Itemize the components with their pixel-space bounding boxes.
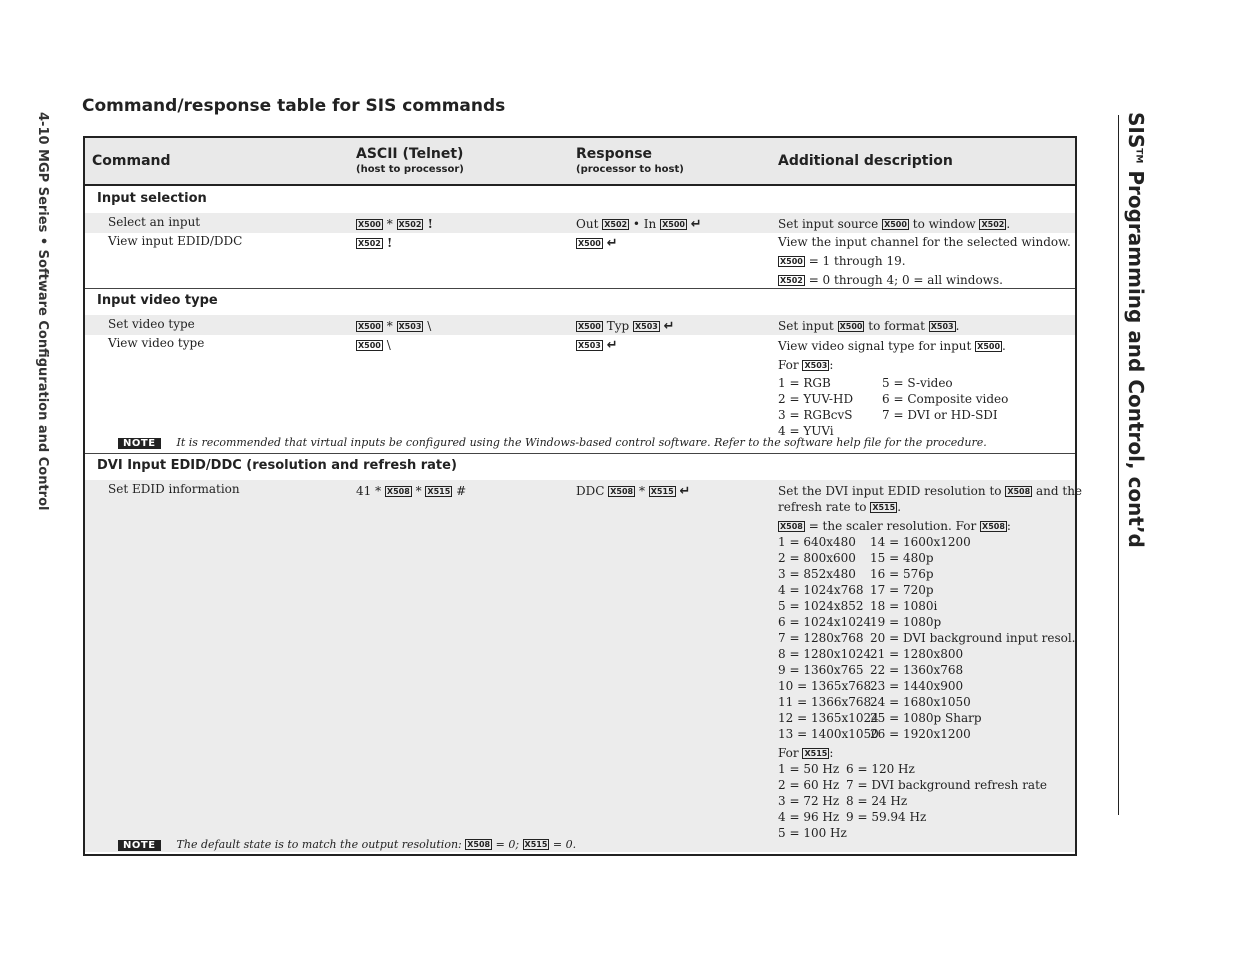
- return-icon: ↵: [606, 236, 618, 251]
- chapter-title-rest: Programming and Control, cont’d: [1124, 163, 1148, 548]
- variable-token: X502: [398, 220, 422, 229]
- variable-token: X500: [839, 322, 863, 331]
- resp-select-input: Out X502 • In X500 ↵: [576, 217, 702, 232]
- side-running-header: [30, 112, 50, 552]
- desc-set-edid: Set the DVI input EDID resolution to X508 and the refresh rate to X515 . X508 = the scaler resolution. For X508 : 1 = 640x480 14 = 1600x1200 2 = 800x600 15 = 480p 3 = 852x480 16 = 576p 4 = 1024x768 17 = 720p 5 = 1024x852 18 = 1080i 6 = 1024x102419 = 1080p 7 = 1280x768 20 = DVI background input resol. 8 = 1280x102421 = 1280x800 9 = 1360x765 22 = 1360x768 10 = 1365x76823 = 1440x900 11 = 1366x76824 = 1680x1050 12 = 1365x102425 = 1080p Sharp 13 = 1400x105026 = 1920x1200 For X515 : 1 = 50 Hz 6 = 120 Hz 2 = 60 Hz 7 = DVI background refresh rate 3 = 72 Hz 8 = 24 Hz 4 = 96 Hz 9 = 59.94 Hz 5 = 100 Hz: [778, 484, 1083, 840]
- resp-set-edid: DDC X508 * X515 ↵: [576, 484, 691, 499]
- ascii-view-video-type: X500 \: [358, 338, 391, 352]
- variable-token: X508: [1007, 487, 1031, 496]
- variable-token: X500: [578, 239, 601, 248]
- table-header: [85, 138, 1075, 186]
- variable-token: X500: [977, 342, 1001, 351]
- list-item: 2 = 800x600 15 = 480p: [778, 551, 934, 565]
- variable-token: X508: [780, 522, 803, 531]
- note-badge: NOTE: [118, 438, 161, 449]
- variable-token: X503: [578, 341, 601, 350]
- desc-view-edid: View the input channel for the selected window. X500 = 1 through 19. X502 = 0 through 4; 0 = all windows.: [778, 235, 1071, 287]
- ascii-view-edid: X502 !: [358, 236, 393, 250]
- list-item: 10 = 1365x76823 = 1440x900: [778, 679, 964, 693]
- sis-command-table: [83, 136, 1083, 856]
- section-input-selection: Input selection: [97, 191, 207, 206]
- variable-token: X515: [650, 487, 674, 496]
- resolution-list: [778, 534, 1082, 742]
- return-icon: ↵: [679, 484, 691, 499]
- variable-token: X515: [524, 840, 548, 849]
- variable-token: X515: [872, 503, 896, 512]
- cmd-view-edid: View input EDID/DDC: [108, 234, 243, 248]
- ascii-set-video-type: X500 * X503 \: [358, 319, 432, 333]
- variable-token: X508: [467, 840, 491, 849]
- return-icon: ↵: [663, 319, 675, 334]
- list-item: 9 = 1360x765 22 = 1360x768: [778, 663, 964, 677]
- header-ascii: ASCII (Telnet) (host to processor): [356, 146, 464, 175]
- refresh-rate-list: [778, 761, 1082, 841]
- variable-token: X515: [804, 749, 828, 758]
- return-icon: ↵: [690, 217, 702, 232]
- list-item: 12 = 1365x102425 = 1080p Sharp: [778, 711, 982, 725]
- cmd-set-video-type: Set video type: [108, 317, 195, 331]
- header-command: Command: [92, 153, 171, 169]
- video-type-list: [778, 375, 1008, 439]
- variable-token: X508: [386, 487, 410, 496]
- section-input-video-type: Input video type: [97, 293, 218, 308]
- variable-token: X500: [358, 220, 381, 229]
- list-item: 4 = 1024x768 17 = 720p: [778, 583, 934, 597]
- note-virtual-inputs: NOTE It is recommended that virtual inputs be configured using the Windows-based control software. Refer to the software help file for the procedure.: [118, 436, 987, 449]
- header-description: Additional description: [778, 153, 953, 169]
- list-item: 3 = 72 Hz 8 = 24 Hz: [778, 794, 908, 808]
- variable-token: X515: [427, 487, 451, 496]
- desc-view-video-type: View video signal type for input X500 . For X503 : 1 = RGB 5 = S-video 2 = YUV-HD 6 = Composite video 3 = RGBcvS 7 = DVI or HD-SDI 4 = YUVi: [778, 339, 1009, 438]
- resp-view-video-type: [576, 337, 618, 354]
- list-item: 6 = 1024x102419 = 1080p: [778, 615, 942, 629]
- cmd-select-input: Select an input: [108, 215, 201, 229]
- ascii-set-edid: 41 * X508 * X515 #: [356, 484, 467, 498]
- variable-token: X503: [804, 361, 828, 370]
- variable-token: X502: [780, 276, 803, 285]
- variable-token: X508: [610, 487, 634, 496]
- note-default-state: NOTE The default state is to match the output resolution: X508 = 0; X515 = 0.: [118, 838, 576, 851]
- variable-token: X502: [604, 220, 628, 229]
- list-item: 1 = 50 Hz 6 = 120 Hz: [778, 762, 915, 776]
- section-dvi-edid: DVI Input EDID/DDC (resolution and refresh rate): [97, 458, 457, 473]
- variable-token: X500: [358, 341, 381, 350]
- page-number-and-section: 4-10 MGP Series • Software Configuration and Control: [35, 112, 50, 511]
- list-item: 5 = 100 Hz: [778, 826, 847, 840]
- list-item: 4 = 96 Hz 9 = 59.94 Hz: [778, 810, 927, 824]
- variable-token: X500: [662, 220, 685, 229]
- variable-token: X502: [981, 220, 1005, 229]
- variable-token: X500: [358, 322, 381, 331]
- list-item: 4 = YUVi: [778, 424, 834, 438]
- list-item: 7 = 1280x768 20 = DVI background input resol.: [778, 631, 1076, 645]
- list-item: 2 = YUV-HD 6 = Composite video: [778, 392, 1009, 406]
- variable-token: X508: [982, 522, 1005, 531]
- note-badge: NOTE: [118, 840, 161, 851]
- cmd-set-edid: Set EDID information: [108, 482, 240, 496]
- resp-view-edid: [576, 235, 618, 252]
- variable-token: X503: [634, 322, 658, 331]
- return-icon: ↵: [606, 338, 618, 353]
- variable-token: X500: [884, 220, 907, 229]
- page-title: Command/response table for SIS commands: [82, 96, 506, 116]
- list-item: 13 = 1400x105026 = 1920x1200: [778, 727, 971, 741]
- list-item: 2 = 60 Hz 7 = DVI background refresh rate: [778, 778, 1048, 792]
- list-item: 5 = 1024x852 18 = 1080i: [778, 599, 938, 613]
- list-item: 3 = RGBcvS 7 = DVI or HD-SDI: [778, 408, 998, 422]
- list-item: 8 = 1280x102421 = 1280x800: [778, 647, 964, 661]
- ascii-select-input: X500 * X502 !: [358, 217, 433, 231]
- chapter-sis: SIS: [1124, 112, 1148, 149]
- resp-set-video-type: X500 Typ X503 ↵: [578, 319, 675, 334]
- header-response: Response (processor to host): [576, 146, 684, 175]
- variable-token: X500: [578, 322, 601, 331]
- variable-token: X503: [398, 322, 422, 331]
- variable-token: X502: [358, 239, 381, 248]
- list-item: 1 = RGB 5 = S-video: [778, 376, 953, 390]
- list-item: 3 = 852x480 16 = 576p: [778, 567, 934, 581]
- section-divider: [85, 288, 1075, 289]
- trademark: TM: [1133, 148, 1144, 164]
- cmd-view-video-type: View video type: [108, 336, 205, 350]
- variable-token: X503: [930, 322, 954, 331]
- side-chapter-title: [1118, 112, 1148, 812]
- variable-token: X500: [780, 257, 803, 266]
- desc-set-video-type: Set input X500 to format X503 .: [778, 319, 960, 333]
- list-item: 11 = 1366x76824 = 1680x1050: [778, 695, 971, 709]
- list-item: 1 = 640x480 14 = 1600x1200: [778, 535, 971, 549]
- desc-select-input: Set input source X500 to window X502 .: [778, 217, 1011, 231]
- section-divider: [85, 453, 1075, 454]
